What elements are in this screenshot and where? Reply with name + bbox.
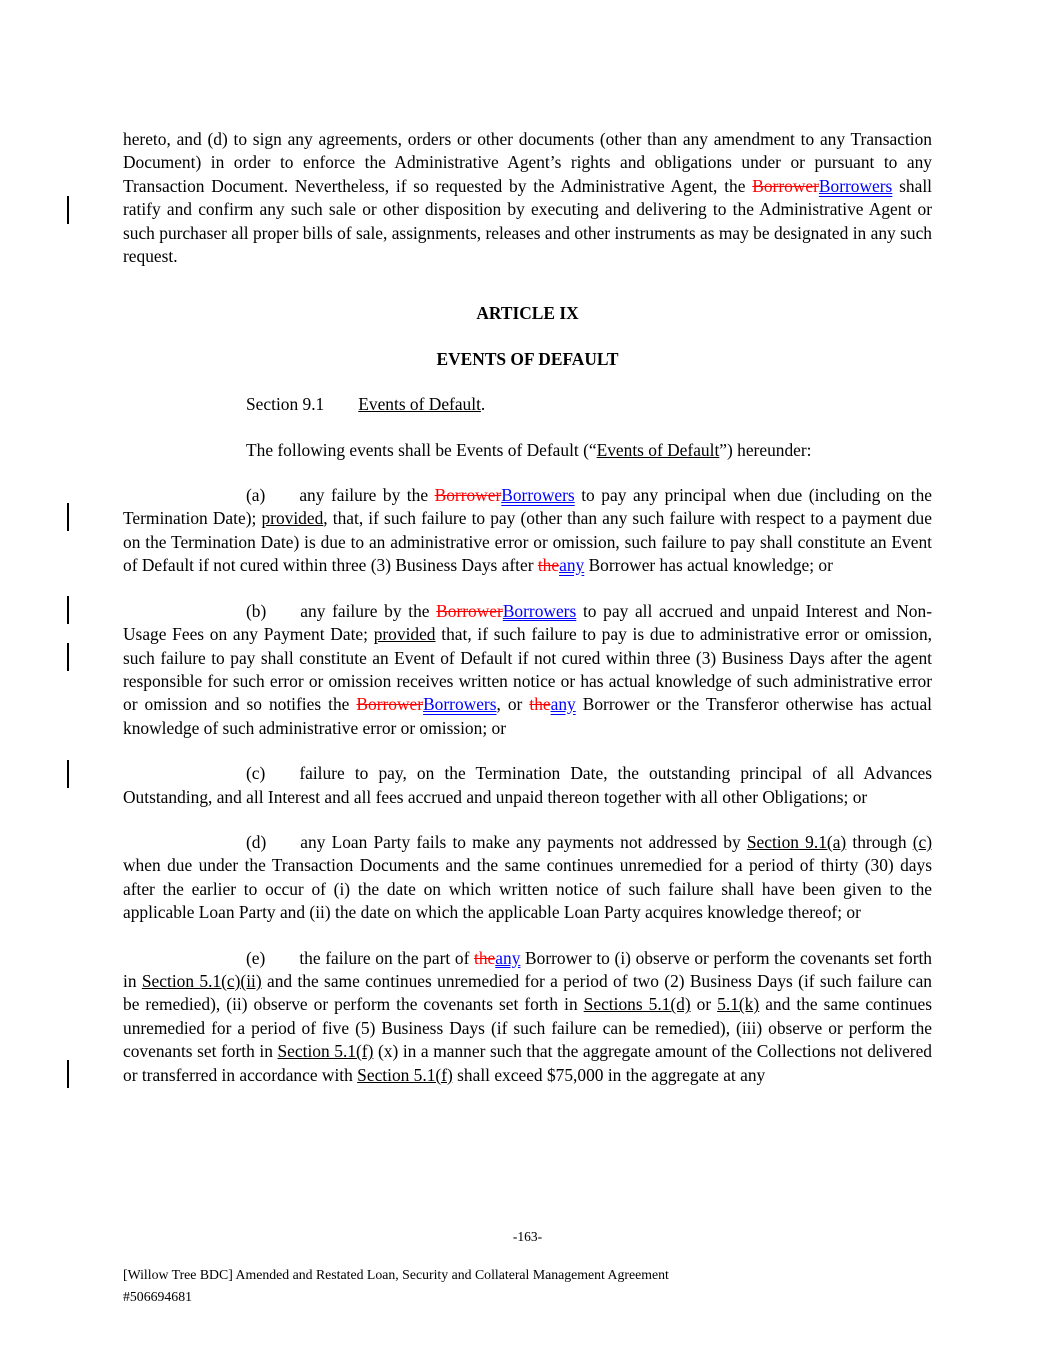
clause-a-paragraph — [123, 484, 932, 578]
inserted-text-run: Borrowers — [502, 600, 577, 621]
text-run: (e) — [246, 947, 266, 968]
change-bar — [67, 596, 69, 624]
footer-agreement-title: [Willow Tree BDC] Amended and Restated Loan, Security and Collateral Management Agreement — [123, 1267, 669, 1282]
text-run: , that, if such failure to pay (other than any such failure with respect to a payment due on the Termination Date) is due to an administrative error or omission, such failure to pay shall constitute an Event of Default if not cured within three (3) Business Days after — [123, 508, 932, 576]
text-run: any Loan Party fails to make any payments not addressed by — [300, 831, 747, 852]
text-run: to pay all accrued and unpaid Interest and Non-Usage Fees on any Payment Date; — [123, 600, 932, 645]
inserted-text-run: any — [550, 694, 576, 715]
deleted-text-run: the — [529, 694, 551, 715]
text-run: shall exceed $75,000 in the aggregate at any — [452, 1064, 766, 1085]
text-run: (c) — [246, 763, 266, 784]
deleted-text-run: the — [474, 947, 496, 968]
text-run: Section 9.1 — [246, 394, 325, 415]
underlined-text-run: Events of Default — [358, 394, 481, 415]
text-run: Borrower has actual knowledge; or — [584, 555, 833, 576]
text-run: , or — [496, 694, 530, 715]
deleted-text-run: Borrower — [752, 175, 819, 196]
text-run: when due under the Transaction Documents and the same continues unremedied for a period of thirty (30) days after the earlier to occur of (i) the date on which written notice of such failure shall have been given to the applicable Loan Party and (ii) the date on which the applicable Loan Party acquires knowledge thereof; or — [123, 855, 932, 923]
change-bar — [67, 643, 69, 671]
text-run: and the same continues unremedied for a period of five (5) Business Days (if such failure can be remedied), (iii) observe or perform the covenants set forth in — [123, 994, 932, 1062]
section-9-1-heading — [123, 393, 932, 416]
change-bar — [67, 503, 69, 531]
text-run: EVENTS OF DEFAULT — [436, 348, 619, 369]
inserted-text-run: Borrowers — [818, 175, 893, 196]
clause-d-paragraph — [123, 831, 932, 925]
text-run: (b) — [246, 600, 267, 621]
intro-paragraph — [123, 128, 932, 268]
inserted-text-run: any — [495, 947, 521, 968]
text-run: failure to pay, on the Termination Date, the outstanding principal of all Advances Outstanding, and all Interest and all fees accrued and unpaid thereon together with all other Obligations; or — [123, 763, 932, 807]
text-run: through — [846, 831, 913, 852]
lead-in-paragraph — [123, 439, 932, 462]
text-run: or — [690, 994, 718, 1015]
underlined-text-run: provided — [373, 624, 436, 645]
change-bar — [67, 760, 69, 788]
text-run: and the same continues unremedied for a period of two (2) Business Days (if such failure can be remedied), (ii) observe or perform the covenants set forth in — [123, 970, 932, 1015]
inserted-text-run: any — [559, 555, 585, 576]
deleted-text-run: the — [537, 555, 560, 576]
deleted-text-run: Borrower — [356, 694, 424, 715]
underlined-text-run: Section 5.1(c)(ii) — [141, 970, 262, 991]
text-run: (a) — [246, 485, 266, 506]
underlined-text-run: Section 5.1(f) — [357, 1064, 453, 1085]
text-run: ”) hereunder: — [719, 439, 812, 460]
change-bar — [67, 196, 69, 224]
text-run: Borrower to (i) observe or perform the covenants set forth in — [123, 947, 933, 991]
inserted-text-run: Borrowers — [423, 694, 497, 715]
article-number-heading — [123, 302, 932, 325]
underlined-text-run: Sections 5.1(d) — [583, 994, 691, 1015]
text-run: (x) in a manner such that the aggregate amount of the Collections not delivered or transferred in accordance with — [123, 1041, 932, 1085]
text-run: any failure by the — [300, 600, 437, 621]
deleted-text-run: Borrower — [434, 485, 502, 506]
deleted-text-run: Borrower — [436, 600, 503, 621]
text-run: Borrower or the Transferor otherwise has actual knowledge of such administrative error or omission; or — [123, 694, 933, 738]
text-run: to pay any principal when due (including on the Termination Date); — [123, 485, 932, 529]
text-run: the failure on the part of — [299, 947, 475, 968]
text-run: that, if such failure to pay is due to administrative error or omission, such failure to pay shall constitute an Event of Default if not cured within three (3) Business Days after the agent responsible for such error or omission receives written notice or has actual knowledge of such administrative error or omission and so notifies the — [123, 624, 932, 715]
underlined-text-run: 5.1(k) — [717, 994, 760, 1015]
text-run: . — [480, 394, 486, 415]
clause-e-paragraph — [123, 947, 932, 1087]
page-number: -163- — [512, 1229, 543, 1244]
text-run: hereto, and (d) to sign any agreements, orders or other documents (other than any amendment to any Transaction Document) in order to enforce the Administrative Agent’s rights and obligations under or pursuant to any Transaction Document. Nevertheless, if so requested by the Administrative Agent, the — [123, 129, 932, 196]
article-title-heading — [123, 348, 932, 371]
document-footer — [123, 1264, 669, 1307]
text-run: ARTICLE IX — [476, 303, 579, 324]
clause-b-paragraph — [123, 600, 932, 740]
underlined-text-run: Section 5.1(f) — [277, 1041, 374, 1062]
underlined-text-run: Section 9.1(a) — [746, 831, 847, 852]
text-run: shall ratify and confirm any such sale or other disposition by executing and delivering to the Administrative Agent or such purchaser all proper bills of sale, assignments, releases and other instruments as may be designated in any such request. — [123, 175, 932, 267]
change-bar — [67, 1060, 69, 1088]
underlined-text-run: Events of Default — [596, 439, 720, 460]
clause-c-paragraph — [123, 762, 932, 809]
text-run: (d) — [246, 831, 267, 852]
underlined-text-run: (c) — [912, 831, 932, 852]
text-run: The following events shall be Events of Default (“ — [246, 439, 597, 460]
footer-document-id: #506694681 — [123, 1288, 192, 1304]
page-body-text — [123, 0, 932, 1109]
inserted-text-run: Borrowers — [501, 485, 575, 506]
underlined-text-run: provided — [261, 508, 324, 529]
text-run: any failure by the — [299, 485, 435, 506]
